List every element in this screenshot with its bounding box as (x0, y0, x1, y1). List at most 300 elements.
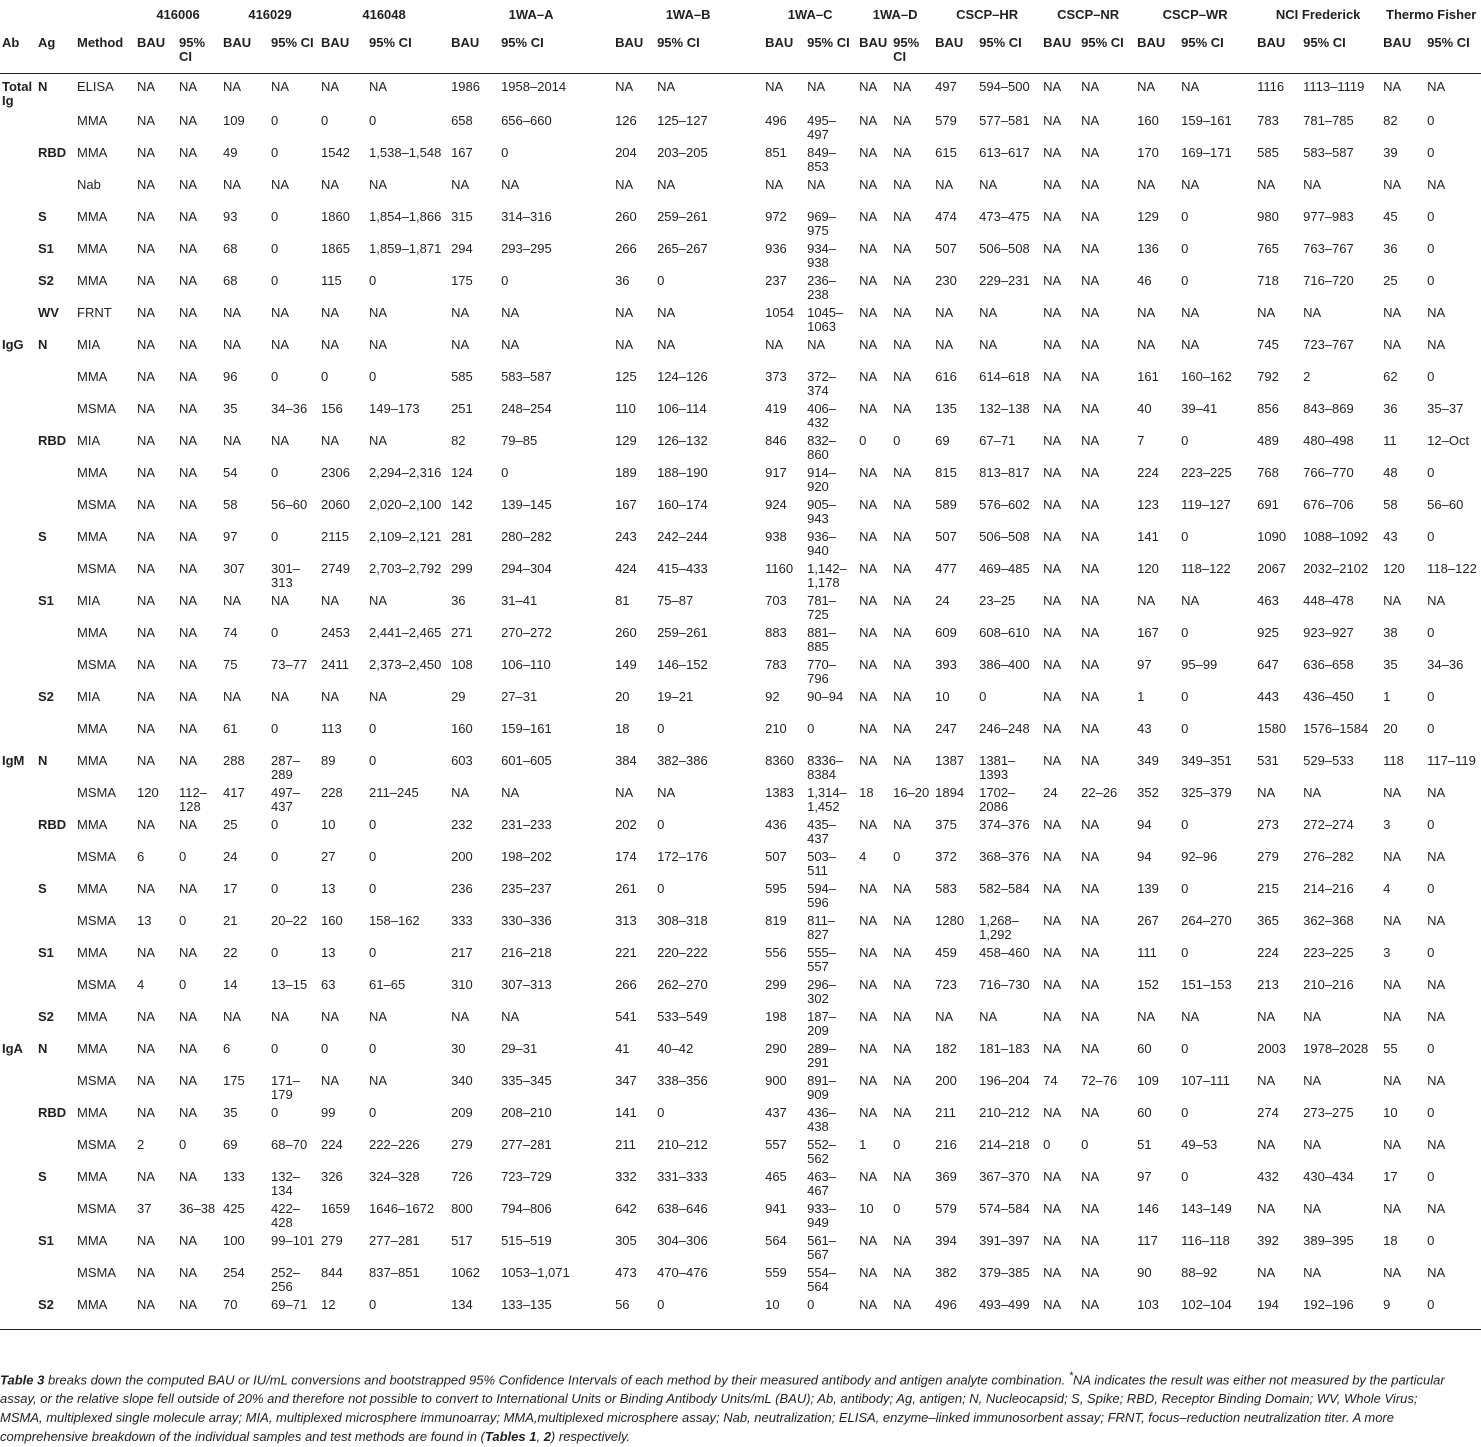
ci-cell: 0 (369, 1041, 377, 1056)
ag-cell: RBD (38, 1105, 67, 1120)
ci-cell: 480–498 (1303, 433, 1354, 448)
bau-cell: NA (137, 561, 156, 576)
lab-header: CSCP–HR (956, 7, 1019, 22)
bau-cell: 585 (1257, 145, 1279, 160)
ci-cell: NA (657, 79, 676, 94)
bau-cell: NA (137, 881, 156, 896)
ci-cell: NA (179, 1105, 198, 1120)
ci-cell: 49–53 (1181, 1137, 1218, 1152)
ag-cell: S1 (38, 241, 54, 256)
bau-cell: 924 (765, 497, 787, 512)
ci-cell: 23–25 (979, 593, 1016, 608)
bau-cell: 1860 (321, 209, 350, 224)
method-cell: MMA (77, 241, 108, 256)
table-row (0, 433, 1481, 465)
ci-cell: 210–216 (1303, 977, 1354, 992)
ci-cell: 0 (1181, 529, 1189, 544)
ci-cell: 158–162 (369, 913, 420, 928)
bau-cell: NA (859, 1233, 878, 1248)
ci-cell: 39–41 (1181, 401, 1218, 416)
ci-cell: NA (179, 1169, 198, 1184)
ci-cell: 506–508 (979, 241, 1030, 256)
ci-cell: NA (979, 305, 998, 320)
bau-cell: 369 (935, 1169, 957, 1184)
bau-cell: NA (859, 561, 878, 576)
ci-cell: 2,294–2,316 (369, 465, 442, 480)
bau-cell: NA (1043, 593, 1062, 608)
bau-column-header: BAU (319, 30, 367, 74)
ci-cell: NA (179, 945, 198, 960)
ci-cell: 107–111 (1181, 1073, 1230, 1088)
ab-cell (0, 401, 36, 433)
ci-cell: NA (1427, 79, 1446, 94)
bau-cell: NA (137, 721, 156, 736)
bau-cell: NA (1043, 305, 1062, 320)
bau-cell: NA (451, 337, 470, 352)
ci-cell: NA (1081, 1169, 1100, 1184)
ci-cell: 116–118 (1181, 1233, 1230, 1248)
bau-cell: 45 (1383, 209, 1398, 224)
ci-cell: 124–126 (657, 369, 708, 384)
ci-cell: 265–267 (657, 241, 708, 256)
bau-cell: NA (935, 1009, 954, 1024)
ci-cell: 27–31 (501, 689, 538, 704)
bau-cell: 424 (615, 561, 637, 576)
ci-cell: NA (893, 1169, 912, 1184)
caption-footnote-mark: * (1068, 1370, 1074, 1382)
bau-cell: 56 (613, 1297, 655, 1330)
ci-cell: 0 (805, 1297, 857, 1330)
ci-cell: NA (1427, 593, 1446, 608)
bau-cell: 62 (1383, 369, 1398, 384)
ci-cell: NA (1081, 1009, 1100, 1024)
bau-cell: NA (137, 1105, 156, 1120)
bau-cell: NA (859, 881, 878, 896)
ci-cell: 0 (501, 273, 509, 288)
ci-cell: 0 (271, 625, 279, 640)
bau-cell: 251 (451, 401, 473, 416)
ci-cell: 0 (271, 817, 279, 832)
ci-cell: 0 (1181, 625, 1189, 640)
bau-cell: 167 (615, 497, 637, 512)
ci-cell: NA (179, 113, 198, 128)
ci-column-header: 95% CI (891, 30, 933, 74)
ci-cell: 2 (1303, 369, 1311, 384)
bau-cell: 210 (765, 721, 787, 736)
bau-cell: NA (1043, 177, 1062, 192)
ci-cell: NA (179, 497, 198, 512)
bau-cell: 465 (765, 1169, 787, 1184)
bau-cell: 167 (451, 145, 473, 160)
bau-cell: NA (765, 79, 784, 94)
lab-header: 1WA–A (508, 7, 554, 22)
ci-cell: 374–376 (979, 817, 1030, 832)
bau-cell: 333 (451, 913, 473, 928)
ci-cell: NA (1427, 785, 1446, 800)
ab-cell (0, 1009, 36, 1041)
bau-cell: 474 (935, 209, 957, 224)
ab-cell (0, 497, 36, 529)
bau-cell: 228 (321, 785, 343, 800)
bau-cell: 51 (1137, 1137, 1152, 1152)
bau-cell: NA (137, 1041, 156, 1056)
bau-cell: NA (1137, 1009, 1156, 1024)
table-body (0, 74, 1481, 1330)
ci-cell: NA (177, 1297, 221, 1330)
bau-cell: 294 (451, 241, 473, 256)
ci-cell: 969–975 (807, 209, 837, 238)
bau-cell: NA (223, 305, 242, 320)
ci-cell: 99–101 (271, 1233, 315, 1248)
ci-cell: 1045–1063 (807, 305, 844, 334)
ci-cell: 146–152 (657, 657, 708, 672)
ci-cell: NA (1081, 145, 1100, 160)
bau-cell: 254 (223, 1265, 245, 1280)
bau-cell: NA (1383, 177, 1402, 192)
method-cell: MMA (77, 113, 108, 128)
ci-cell: NA (807, 337, 826, 352)
bau-cell: 170 (1137, 145, 1159, 160)
bau-cell: NA (1383, 1009, 1402, 1024)
ci-column-header: 95% CI (367, 30, 449, 74)
ci-cell: NA (1427, 337, 1446, 352)
ci-cell: NA (1081, 433, 1100, 448)
ci-cell: 40–42 (657, 1041, 694, 1056)
bau-cell: 142 (451, 497, 473, 512)
ci-cell: 220–222 (657, 945, 708, 960)
lab-header: 416006 (156, 7, 200, 22)
ci-cell: 106–114 (657, 401, 707, 416)
ci-cell: 497–437 (271, 785, 300, 814)
lab-header: CSCP–WR (1162, 7, 1228, 22)
ci-cell: 0 (893, 1201, 901, 1216)
bau-cell: 372 (935, 849, 957, 864)
ci-cell: NA (893, 241, 912, 256)
ci-cell: 0 (369, 817, 377, 832)
ci-cell: 0 (657, 817, 665, 832)
ci-cell: 576–602 (979, 497, 1030, 512)
ci-cell: 0 (1081, 1137, 1089, 1152)
ci-cell: 529–533 (1303, 753, 1354, 768)
bau-cell: 236 (451, 881, 473, 896)
ci-cell: 296–302 (807, 977, 837, 1006)
ci-cell: NA (179, 1233, 198, 1248)
ci-cell: 8336–8384 (807, 753, 844, 782)
bau-cell: NA (223, 593, 242, 608)
table-row (0, 625, 1481, 657)
ci-cell: NA (179, 209, 198, 224)
ag-cell (36, 1073, 75, 1105)
ci-cell: NA (501, 1009, 520, 1024)
bau-cell: 1062 (451, 1265, 480, 1280)
ci-cell: NA (369, 1009, 388, 1024)
method-cell: MMA (77, 881, 108, 896)
bau-cell: NA (859, 79, 878, 94)
ci-cell: 36–38 (179, 1201, 216, 1216)
ci-cell: 169–171 (1181, 145, 1232, 160)
bau-cell: 332 (615, 1169, 637, 1184)
ab-cell (0, 881, 36, 913)
bau-cell: 585 (451, 369, 473, 384)
bau-cell: 224 (1257, 945, 1279, 960)
lab-header: 1WA–B (665, 7, 711, 22)
ci-cell: 636–658 (1303, 657, 1354, 672)
bau-cell: 36 (1383, 401, 1398, 416)
bau-cell: NA (859, 689, 878, 704)
ci-cell: 583–587 (1303, 145, 1354, 160)
ci-cell: NA (1081, 369, 1100, 384)
ci-cell: 133–135 (499, 1297, 613, 1330)
ag-cell: RBD (38, 817, 67, 832)
table-row (0, 1041, 1481, 1073)
bau-cell: 658 (451, 113, 473, 128)
bau-cell: NA (137, 209, 156, 224)
bau-cell: 4 (137, 977, 145, 992)
bau-cell: NA (137, 945, 156, 960)
ci-cell: 308–318 (657, 913, 708, 928)
ci-cell: NA (1081, 561, 1100, 576)
ci-cell: NA (807, 79, 826, 94)
ci-cell: 406–432 (807, 401, 837, 430)
ci-cell: NA (179, 305, 198, 320)
bau-cell: NA (1041, 1297, 1079, 1330)
bau-cell: NA (1043, 1105, 1062, 1120)
ci-cell: NA (893, 113, 912, 128)
ci-cell: 470–476 (657, 1265, 708, 1280)
bau-cell: 266 (615, 241, 637, 256)
bau-cell: 745 (1257, 337, 1279, 352)
bau-cell: 156 (321, 401, 343, 416)
bau-cell: 135 (935, 401, 957, 416)
bau-cell: 299 (451, 561, 473, 576)
ab-cell (0, 273, 36, 305)
bau-cell: NA (451, 1009, 470, 1024)
ci-cell: 0 (1427, 1233, 1435, 1248)
ci-cell: 2,109–2,121 (369, 529, 442, 544)
bau-cell: NA (137, 369, 156, 384)
bau-cell: NA (857, 1297, 891, 1330)
ci-cell: 372–374 (807, 369, 837, 398)
bau-cell: 20 (1383, 721, 1398, 736)
ci-cell: 264–270 (1181, 913, 1232, 928)
method-cell: MSMA (77, 977, 116, 992)
bau-cell: 3 (1383, 945, 1391, 960)
bau-cell: NA (1043, 145, 1062, 160)
method-cell: MIA (77, 337, 101, 352)
method-cell: MMA (77, 1169, 108, 1184)
bau-cell: NA (321, 1009, 340, 1024)
ab-cell (0, 1169, 36, 1201)
ci-cell: NA (1303, 1265, 1322, 1280)
ci-cell: 0 (893, 433, 901, 448)
ab-cell (0, 785, 36, 817)
ci-cell: 849–853 (807, 145, 837, 174)
bau-cell: 299 (765, 977, 787, 992)
ag-cell (36, 113, 75, 145)
bau-cell: NA (1043, 337, 1062, 352)
bau-cell: NA (451, 785, 470, 800)
bau-cell: 69 (935, 433, 950, 448)
ab-cell (0, 145, 36, 177)
bau-cell: 54 (223, 465, 238, 480)
ci-cell: 0 (369, 273, 377, 288)
bau-cell: NA (859, 593, 878, 608)
bau-cell: NA (137, 337, 156, 352)
ci-cell: 2032–2102 (1303, 561, 1369, 576)
bau-cell: 58 (1383, 497, 1398, 512)
table-row (0, 465, 1481, 497)
caption-text: ) respectively. (550, 1429, 631, 1445)
method-cell: MIA (77, 433, 101, 448)
bau-cell: NA (321, 433, 340, 448)
lab-header: CSCP–NR (1057, 7, 1120, 22)
ab-cell (0, 369, 36, 401)
ci-cell: NA (893, 721, 912, 736)
ci-cell: 139–145 (501, 497, 552, 512)
bau-cell: 202 (615, 817, 637, 832)
ab-cell: IgA (2, 1041, 23, 1056)
ab-cell (0, 1297, 36, 1330)
ci-cell: NA (1081, 593, 1100, 608)
bau-cell: 160 (451, 721, 473, 736)
ci-cell: 92–96 (1181, 849, 1218, 864)
bau-cell: NA (859, 305, 878, 320)
ag-cell: S2 (36, 1297, 75, 1330)
method-cell: MIA (77, 689, 101, 704)
bau-cell: 24 (935, 593, 950, 608)
ci-cell: 68–70 (271, 1137, 308, 1152)
bau-cell: NA (1383, 305, 1402, 320)
ci-column-header: 95% CI (655, 30, 763, 74)
ci-cell: 276–282 (1303, 849, 1354, 864)
bau-cell: 97 (1137, 1169, 1152, 1184)
ci-cell: 187–209 (807, 1009, 837, 1038)
bau-column-header: BAU (763, 30, 805, 74)
ci-cell: 262–270 (657, 977, 708, 992)
ci-cell: 143–149 (1181, 1201, 1232, 1216)
bau-cell: 13 (321, 945, 336, 960)
bau-cell: 315 (451, 209, 473, 224)
ci-cell: 0 (1425, 1297, 1481, 1330)
ci-cell: NA (893, 753, 912, 768)
ci-cell: 763–767 (1303, 241, 1354, 256)
ci-cell: 73–77 (271, 657, 308, 672)
bau-cell: NA (1043, 241, 1062, 256)
bau-cell: 941 (765, 1201, 787, 1216)
bau-cell: 1090 (1257, 529, 1287, 544)
bau-cell: NA (137, 817, 156, 832)
ab-cell (0, 177, 36, 209)
bau-cell: 22 (223, 945, 238, 960)
ab-cell (0, 689, 36, 721)
bau-cell: 1894 (935, 785, 965, 800)
ci-cell: 463–467 (807, 1169, 837, 1198)
ci-cell: NA (501, 337, 520, 352)
ci-cell: 0 (369, 113, 377, 128)
bau-cell: NA (137, 689, 156, 704)
ci-cell: 223–225 (1303, 945, 1354, 960)
ci-cell: 0 (1427, 689, 1435, 704)
table-row (0, 369, 1481, 401)
method-cell: MSMA (77, 657, 116, 672)
ci-cell: NA (1303, 177, 1322, 192)
ci-column-header: 95% CI (805, 30, 857, 74)
ci-cell: NA (271, 79, 290, 94)
bau-cell: NA (1137, 79, 1156, 94)
bau-cell: NA (1043, 273, 1062, 288)
bau-column-header: BAU (1041, 30, 1079, 74)
ci-cell: 0 (271, 1105, 279, 1120)
method-cell: MMA (77, 529, 108, 544)
ci-cell: 0 (1427, 945, 1435, 960)
ci-cell: NA (179, 401, 198, 416)
bau-cell: 307 (223, 561, 245, 576)
ag-cell (36, 785, 75, 817)
bau-cell: 1659 (321, 1201, 350, 1216)
bau-cell: 160 (321, 913, 343, 928)
bau-cell: 1542 (321, 145, 350, 160)
method-cell: MIA (77, 593, 101, 608)
ci-column-header: 95% CI (1425, 30, 1481, 74)
bau-cell: NA (859, 145, 878, 160)
ci-cell: 503–511 (807, 849, 837, 878)
bau-cell: NA (935, 337, 954, 352)
bau-cell: 37 (137, 1201, 152, 1216)
bau-cell: 1054 (765, 305, 795, 320)
table-row (0, 1105, 1481, 1137)
bau-cell: 1383 (765, 785, 795, 800)
ci-column-header: 95% CI (977, 30, 1041, 74)
ci-cell: 0 (1427, 529, 1435, 544)
ci-cell: 367–370 (979, 1169, 1030, 1184)
ci-cell: 214–216 (1303, 881, 1354, 896)
bau-cell: NA (1257, 177, 1276, 192)
method-cell: MMA (77, 145, 108, 160)
bau-cell: 17 (1383, 1169, 1398, 1184)
bau-cell: 266 (615, 977, 637, 992)
bau-cell: NA (137, 625, 156, 640)
ci-cell: 188–190 (657, 465, 708, 480)
bau-cell: NA (1257, 1137, 1276, 1152)
ci-cell: 0 (1181, 689, 1189, 704)
column-header-row (0, 30, 1481, 74)
bau-cell: NA (137, 113, 156, 128)
bau-cell: NA (859, 465, 878, 480)
ci-cell: NA (893, 625, 912, 640)
ci-cell: NA (1081, 849, 1100, 864)
ab-cell (0, 529, 36, 561)
table-row (0, 657, 1481, 689)
bau-cell: 4 (859, 849, 867, 864)
bau-cell: 129 (1137, 209, 1159, 224)
ci-cell: 0 (1427, 1105, 1435, 1120)
bau-cell: 349 (1137, 753, 1159, 768)
ci-cell: 1,268–1,292 (979, 913, 1019, 942)
ci-cell: 0 (271, 241, 279, 256)
bau-cell: 167 (1137, 625, 1159, 640)
ci-cell: 469–485 (979, 561, 1030, 576)
bau-cell: NA (1043, 1201, 1062, 1216)
ci-cell: 13–15 (271, 977, 308, 992)
bau-cell: NA (1043, 369, 1062, 384)
ab-cell (0, 625, 36, 657)
ci-cell: NA (179, 1041, 198, 1056)
bau-column-header: BAU (1255, 30, 1301, 74)
bau-cell: 152 (1137, 977, 1159, 992)
ci-cell: 676–706 (1303, 497, 1354, 512)
ci-cell: NA (893, 913, 912, 928)
ci-cell: NA (893, 817, 912, 832)
